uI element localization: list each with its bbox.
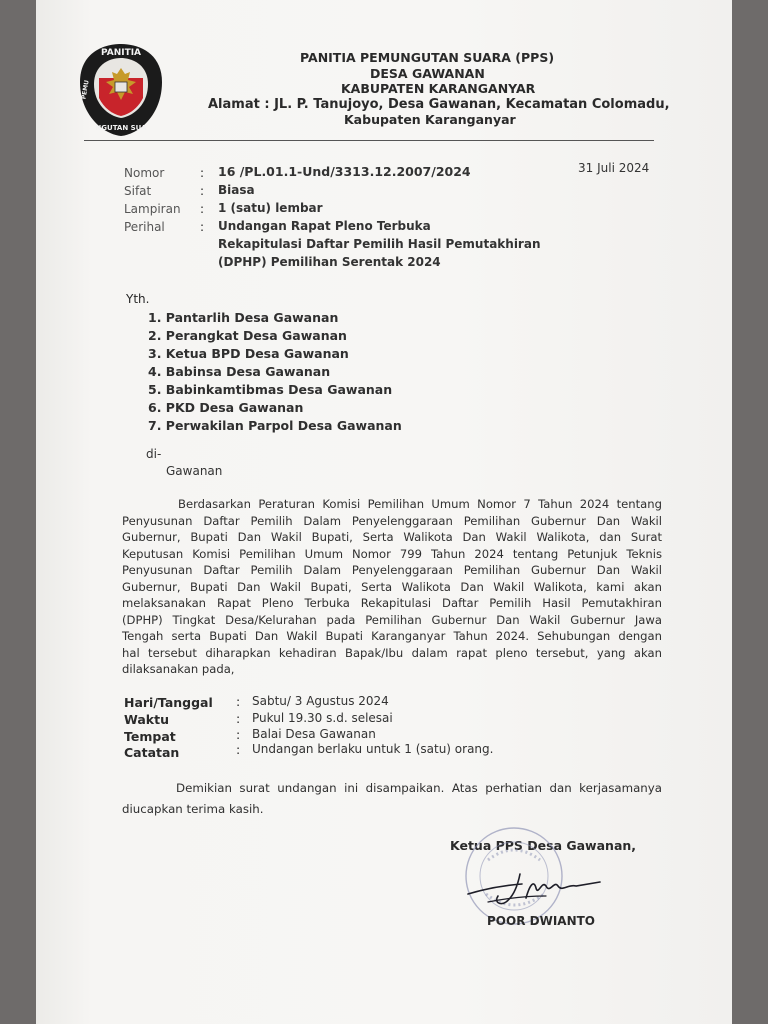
perihal-line-1: Undangan Rapat Pleno Terbuka <box>218 219 431 233</box>
handwritten-signature <box>464 868 614 910</box>
body-line: Gubernur, Bupati Dan Wakil Bupati, Serta Walikota Dan Wakil Walikota, dan Surat <box>122 530 662 544</box>
sifat-colon: : <box>200 184 205 198</box>
body-line: dilaksanakan pada, <box>122 662 235 676</box>
body-line: (DPHP) Tingkat Desa/Kelurahan pada Pemilihan Gubernur Dan Wakil Gubernur Jawa <box>122 612 662 627</box>
recipient-item: 5. Babinkamtibmas Desa Gawanan <box>148 382 393 397</box>
nomor-value: 16 /PL.01.1-Und/3313.12.2007/2024 <box>218 164 471 179</box>
logo-text-bottom: NGUTAN SUA <box>95 124 147 132</box>
lampiran-value: 1 (satu) lembar <box>218 201 323 215</box>
header-divider <box>84 140 654 141</box>
body-line: Gubernur, Bupati Dan Wakil Bupati, Serta Walikota Dan Wakil Walikota, kami akan <box>122 579 662 594</box>
catatan-value: Undangan berlaku untuk 1 (satu) orang. <box>252 742 494 756</box>
recipient-greeting: Yth. <box>126 292 150 306</box>
perihal-label: Perihal <box>124 220 165 234</box>
header-line-2: DESA GAWANAN <box>370 66 485 81</box>
recipient-item: 6. PKD Desa Gawanan <box>148 400 304 415</box>
perihal-line-2: Rekapitulasi Daftar Pemilih Hasil Pemutakhiran <box>218 237 541 251</box>
hari-colon: : <box>236 694 241 709</box>
catatan-colon: : <box>236 742 241 757</box>
place-text: Gawanan <box>166 464 223 478</box>
tempat-label: Tempat <box>124 729 176 744</box>
di-text: di- <box>146 447 162 461</box>
recipient-item: 3. Ketua BPD Desa Gawanan <box>148 346 349 361</box>
signature-title: Ketua PPS Desa Gawanan, <box>450 838 637 853</box>
logo-text-left: PEMU <box>80 79 91 100</box>
sifat-value: Biasa <box>218 183 255 197</box>
header-line-1: PANITIA PEMUNGUTAN SUARA (PPS) <box>300 50 555 65</box>
signatory-name: POOR DWIANTO <box>487 914 595 928</box>
body-line: Keputusan Komisi Pemilihan Umum Nomor 799 Tahun 2024 tentang Petunjuk Teknis <box>122 546 662 561</box>
nomor-label: Nomor <box>124 166 165 180</box>
body-line: hal tersebut diharapkan kehadiran Bapak/Ibu dalam rapat pleno tersebut, yang akan <box>122 645 662 660</box>
body-line: Tengah serta Bupati Dan Wakil Bupati Karanganyar Tahun 2024. Sehubungan dengan <box>122 629 662 643</box>
closing-paragraph <box>122 778 662 820</box>
catatan-label: Catatan <box>124 745 180 760</box>
waktu-value: Pukul 19.30 s.d. selesai <box>252 711 393 725</box>
closing-line: diucapkan terima kasih. <box>122 802 264 816</box>
tempat-value: Balai Desa Gawanan <box>252 727 376 741</box>
waktu-label: Waktu <box>124 712 169 727</box>
body-line: melaksanakan Rapat Pleno Terbuka Rekapitulasi Daftar Pemilih Hasil Pemutakhiran <box>122 596 662 610</box>
body-line: Penyusunan Daftar Pemilih Dalam Penyelenggaraan Pemilihan Gubernur Dan Wakil <box>122 563 662 577</box>
lampiran-colon: : <box>200 202 205 216</box>
perihal-line-3: (DPHP) Pemilihan Serentak 2024 <box>218 255 441 269</box>
closing-line: Demikian surat undangan ini disampaikan. Atas perhatian dan kerjasamanya <box>176 781 662 795</box>
body-line: Penyusunan Daftar Pemilih Dalam Penyelenggaraan Pemilihan Gubernur Dan Wakil <box>122 513 662 528</box>
recipient-item: 4. Babinsa Desa Gawanan <box>148 364 331 379</box>
body-paragraph <box>122 496 662 678</box>
waktu-colon: : <box>236 711 241 726</box>
header-line-3: KABUPATEN KARANGANYAR <box>341 81 536 96</box>
header-address: Alamat : JL. P. Tanujoyo, Desa Gawanan, Kecamatan Colomadu, <box>208 97 670 112</box>
recipient-item: 7. Perwakilan Parpol Desa Gawanan <box>148 418 402 433</box>
recipient-item: 2. Perangkat Desa Gawanan <box>148 328 347 343</box>
hari-label: Hari/Tanggal <box>124 695 213 710</box>
hari-value: Sabtu/ 3 Agustus 2024 <box>252 694 389 708</box>
sifat-label: Sifat <box>124 184 152 198</box>
perihal-colon: : <box>200 220 205 234</box>
recipient-item: 1. Pantarlih Desa Gawanan <box>148 310 339 325</box>
logo-text-top: PANITIA <box>100 48 142 58</box>
body-line: Berdasarkan Peraturan Komisi Pemilihan Umum Nomor 7 Tahun 2024 tentang <box>178 497 662 511</box>
lampiran-label: Lampiran <box>124 202 181 216</box>
pps-logo <box>78 42 164 138</box>
tempat-colon: : <box>236 727 241 742</box>
nomor-colon: : <box>200 166 205 180</box>
header-address-2: Kabupaten Karanganyar <box>344 112 516 127</box>
letter-date: 31 Juli 2024 <box>578 161 650 175</box>
